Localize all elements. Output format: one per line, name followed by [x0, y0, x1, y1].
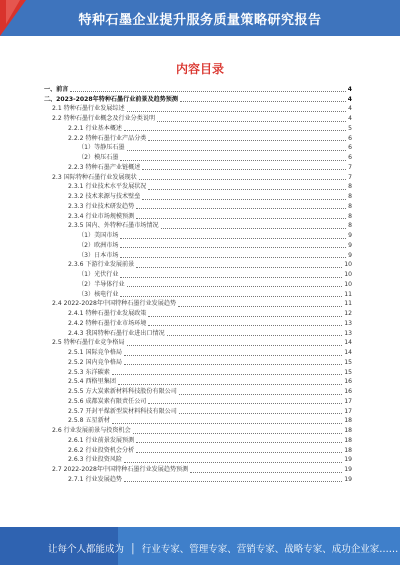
toc-entry-label: 一、前言 — [44, 85, 69, 93]
toc-entry[interactable] — [44, 123, 352, 133]
toc-entry-page: 4 — [347, 85, 352, 93]
toc-dot-leader — [148, 403, 342, 404]
footer-slogan-right: 行业专家、管理专家、营销专家、战略专家、成功企业家…… — [141, 544, 399, 555]
toc-entry-label: 2.6 行业发展前景与投资机会 — [52, 427, 131, 434]
toc-entry-label: （3）日本市场 — [78, 251, 119, 259]
toc-entry-page: 19 — [344, 466, 352, 473]
toc-entry[interactable] — [44, 240, 352, 250]
toc-entry[interactable] — [44, 308, 352, 318]
toc-entry-label: （2）半导体行业 — [78, 280, 125, 288]
toc-entry[interactable] — [44, 416, 352, 426]
toc-entry-page: 13 — [344, 329, 352, 337]
toc-dot-leader — [127, 345, 343, 346]
toc-entry-page: 4 — [348, 115, 352, 122]
toc-entry-label: 2.5.4 西格里集团 — [68, 378, 116, 386]
toc-dot-leader — [136, 452, 342, 453]
toc-entry-page: 13 — [344, 319, 352, 327]
toc-entry-label: 2.3.6 下游行业发展前景 — [68, 261, 135, 269]
toc-entry-page: 17 — [344, 397, 352, 405]
toc-dot-leader — [124, 462, 342, 463]
toc-entry[interactable] — [44, 289, 352, 299]
toc-entry[interactable] — [44, 133, 352, 143]
toc-entry[interactable] — [44, 191, 352, 201]
toc-entry-label: 2.3.5 国内、外特种石墨市场情况 — [68, 222, 159, 230]
toc-entry-label: 2.7.1 行业发展趋势 — [68, 475, 123, 483]
toc-dot-leader — [190, 472, 342, 473]
toc-dot-leader — [148, 316, 342, 317]
toc-entry-page: 10 — [344, 261, 352, 269]
toc-entry-label: 2.2.2 特种石墨行业产品分类 — [68, 134, 147, 142]
toc-entry[interactable] — [44, 279, 352, 289]
toc-entry-label: （2）模压石墨 — [78, 154, 119, 161]
toc-entry[interactable] — [44, 162, 352, 172]
toc-dot-leader — [112, 374, 342, 375]
toc-entry[interactable] — [44, 260, 352, 270]
toc-entry-label: 2.5.6 成都炭素有限责任公司 — [68, 397, 147, 405]
toc-entry[interactable] — [44, 104, 352, 114]
toc-entry-page: 16 — [344, 388, 352, 395]
toc-entry-page: 9 — [348, 241, 352, 249]
toc-entry[interactable] — [44, 377, 352, 387]
toc-entry[interactable] — [44, 250, 352, 260]
toc-dot-leader — [120, 257, 346, 258]
toc-entry-label: 2.5.2 国内竞争格局 — [68, 358, 123, 366]
toc-entry-label: 2.5.7 开封平煤新型炭材料科技有限公司 — [68, 407, 177, 415]
toc-dot-leader — [133, 433, 343, 434]
toc-entry-page: 17 — [344, 407, 352, 415]
toc-entry[interactable] — [44, 211, 352, 221]
toc-entry-page: 8 — [348, 183, 352, 191]
toc-entry-label: 2.6.1 行业前景发展预测 — [68, 436, 135, 444]
toc-dot-leader — [124, 355, 342, 356]
footer-banner — [0, 527, 400, 565]
toc-entry-label: 2.6.2 行业投资机会分析 — [68, 446, 135, 454]
toc-entry-page: 18 — [344, 446, 352, 454]
table-of-contents — [44, 84, 352, 484]
toc-dot-leader — [161, 228, 347, 229]
toc-dot-leader — [136, 267, 342, 268]
footer-slogan-left: 让每个人都能成为 — [48, 544, 125, 555]
toc-entry-label: 2.4.2 特种石墨行业市场环境 — [68, 319, 147, 327]
toc-entry-label: 2.4.1 特种石墨行业发展政策 — [68, 310, 147, 317]
toc-dot-leader — [179, 394, 342, 395]
toc-entry-page: 8 — [348, 202, 352, 210]
toc-entry[interactable] — [44, 328, 352, 338]
toc-entry-label: （3）核电行业 — [78, 290, 119, 298]
toc-entry-label: 2.3.4 行业市场规模预测 — [68, 212, 135, 220]
report-title: 特种石墨企业提升服务质量策略研究报告 — [78, 13, 322, 28]
toc-dot-leader — [120, 277, 342, 278]
toc-entry-page: 12 — [344, 310, 352, 317]
toc-dot-leader — [127, 150, 347, 151]
toc-entry-page: 14 — [344, 339, 352, 347]
toc-dot-leader — [157, 121, 346, 122]
toc-entry-label: （1）光伏行业 — [78, 271, 119, 278]
toc-dot-leader — [179, 413, 342, 414]
toc-title: 内容目录 — [175, 62, 224, 76]
toc-entry-page: 6 — [348, 154, 352, 161]
toc-entry-page: 8 — [348, 212, 352, 220]
toc-entry-label: （1）等静压石墨 — [78, 144, 125, 152]
toc-entry-page: 4 — [347, 95, 352, 103]
toc-entry[interactable] — [44, 455, 352, 465]
toc-entry[interactable] — [44, 435, 352, 445]
toc-entry-page: 16 — [344, 378, 352, 386]
toc-entry-page: 8 — [348, 193, 352, 200]
toc-dot-leader — [124, 130, 346, 131]
toc-entry[interactable] — [44, 406, 352, 416]
toc-dot-leader — [112, 423, 342, 424]
toc-entry[interactable] — [44, 464, 352, 474]
toc-dot-leader — [136, 208, 346, 209]
toc-entry-label: 2.5.1 国际竞争格局 — [68, 349, 123, 356]
toc-dot-leader — [142, 169, 346, 170]
toc-entry-page: 6 — [348, 134, 352, 142]
toc-entry-label: 2.5.5 方大炭素新材料科技股份有限公司 — [68, 388, 177, 395]
toc-entry-label: 2.5 特种石墨行业竞争格局 — [52, 339, 125, 347]
toc-dot-leader — [178, 306, 342, 307]
toc-entry-label: （1）美国市场 — [78, 232, 119, 239]
toc-entry[interactable] — [44, 347, 352, 357]
toc-dot-leader — [148, 140, 346, 141]
toc-entry-page: 9 — [348, 251, 352, 259]
toc-entry[interactable] — [44, 143, 352, 153]
toc-dot-leader — [70, 91, 345, 92]
toc-entry-label: 2.4.3 我国特种石墨行业进出口情况 — [68, 329, 165, 337]
toc-entry-page: 18 — [344, 417, 352, 425]
toc-dot-leader — [120, 160, 346, 161]
toc-entry-page: 18 — [344, 436, 352, 444]
toc-dot-leader — [167, 335, 343, 336]
toc-entry-label: 2.5.3 东洋碳素 — [68, 368, 110, 376]
toc-entry-page: 10 — [344, 280, 352, 288]
toc-entry-label: 2.3.2 技术来源与技术壁垒 — [68, 193, 141, 200]
toc-entry[interactable] — [44, 318, 352, 328]
toc-entry-label: 2.6.3 行业投资风险 — [68, 456, 123, 464]
toc-entry[interactable] — [44, 172, 352, 182]
toc-entry-page: 15 — [344, 358, 352, 366]
toc-dot-leader — [127, 111, 347, 112]
toc-entry-label: 2.3.1 行业技术水平发展状况 — [68, 183, 147, 191]
toc-entry-label: （2）欧洲市场 — [78, 241, 119, 249]
toc-entry[interactable] — [44, 357, 352, 367]
toc-entry[interactable] — [44, 396, 352, 406]
toc-entry[interactable] — [44, 474, 352, 484]
toc-entry-page: 11 — [344, 290, 352, 298]
toc-entry[interactable] — [44, 94, 352, 104]
header-banner — [0, 0, 400, 36]
toc-entry-label: 2.5.8 五星新材 — [68, 417, 110, 425]
toc-entry-page: 11 — [344, 300, 352, 308]
toc-entry-page: 14 — [344, 349, 352, 356]
toc-entry[interactable] — [44, 386, 352, 396]
toc-entry-page: 4 — [348, 105, 352, 113]
toc-entry-page: 8 — [348, 222, 352, 230]
toc-entry[interactable] — [44, 84, 352, 94]
toc-entry[interactable] — [44, 230, 352, 240]
toc-entry-label: 2.3.3 行业技术研发趋势 — [68, 202, 135, 210]
toc-entry[interactable] — [44, 367, 352, 377]
toc-dot-leader — [136, 442, 342, 443]
toc-dot-leader — [120, 296, 342, 297]
toc-dot-leader — [148, 325, 342, 326]
toc-dot-leader — [139, 179, 346, 180]
toc-dot-leader — [148, 189, 346, 190]
footer-slogan — [48, 541, 398, 555]
toc-dot-leader — [142, 199, 346, 200]
toc-entry-label: 2.7 2022-2028年中国特种石墨行业发展趋势预测 — [52, 466, 189, 473]
toc-entry-page: 19 — [344, 456, 352, 464]
toc-entry-page: 15 — [344, 368, 352, 376]
toc-entry-page: 9 — [348, 232, 352, 239]
toc-entry-label: 2.3 国际特种石墨行业发展现状 — [52, 173, 137, 181]
toc-entry[interactable] — [44, 299, 352, 309]
toc-entry-label: 2.4 2022-2028年中国特种石墨行业发展趋势 — [52, 300, 177, 308]
toc-dot-leader — [120, 238, 346, 239]
toc-entry-page: 6 — [348, 144, 352, 152]
toc-entry[interactable] — [44, 113, 352, 123]
toc-dot-leader — [124, 364, 342, 365]
toc-entry-label: 2.1 特种石墨行业发展综述 — [52, 105, 125, 113]
toc-dot-leader — [118, 384, 342, 385]
toc-dot-leader — [136, 218, 346, 219]
footer-separator: │ — [130, 544, 136, 555]
toc-entry[interactable] — [44, 182, 352, 192]
toc-entry[interactable] — [44, 445, 352, 455]
toc-entry[interactable] — [44, 269, 352, 279]
toc-entry[interactable] — [44, 338, 352, 348]
toc-entry-page: 7 — [348, 173, 352, 181]
toc-entry-label: 二、2023-2028年特种石墨行业前景及趋势预测 — [44, 95, 178, 103]
toc-dot-leader — [127, 286, 343, 287]
toc-entry[interactable] — [44, 152, 352, 162]
toc-entry-label: 2.2.1 行业基本概述 — [68, 124, 123, 132]
toc-dot-leader — [120, 247, 346, 248]
toc-entry-label: 2.2.3 特种石墨产业链概述 — [68, 163, 141, 171]
toc-dot-leader — [124, 481, 342, 482]
toc-entry-page: 10 — [344, 271, 352, 278]
toc-entry[interactable] — [44, 425, 352, 435]
toc-entry-label: 2.2 特种石墨行业概念及行业分类说明 — [52, 115, 156, 122]
toc-entry-page: 19 — [344, 475, 352, 483]
toc-dot-leader — [180, 101, 346, 102]
toc-entry[interactable] — [44, 201, 352, 211]
toc-entry[interactable] — [44, 221, 352, 231]
toc-entry-page: 7 — [348, 163, 352, 171]
toc-entry-page: 18 — [344, 427, 352, 434]
toc-entry-page: 5 — [348, 124, 352, 132]
